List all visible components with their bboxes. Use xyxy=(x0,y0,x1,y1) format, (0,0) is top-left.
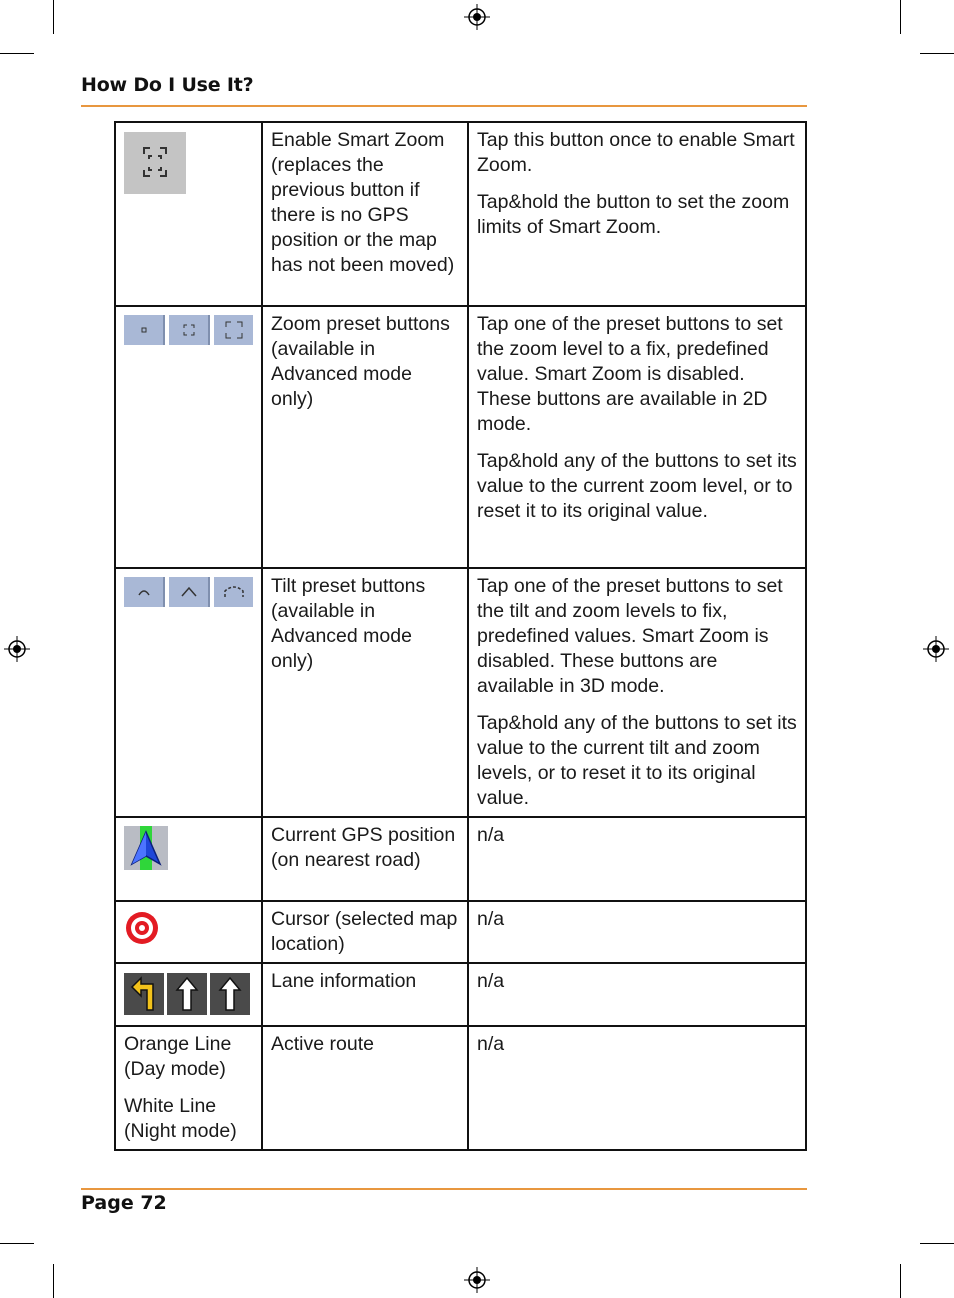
table-row xyxy=(115,122,806,306)
description-paragraph: n/a xyxy=(477,908,505,930)
registration-mark-icon xyxy=(464,1267,490,1293)
description-paragraph: n/a xyxy=(477,824,505,846)
tilt-low-icon xyxy=(137,587,151,597)
registration-mark-icon xyxy=(4,636,30,662)
feature-name-cell: Active route xyxy=(262,1026,468,1150)
description-paragraph: Tap one of the preset buttons to set the tilt and zoom levels to fix, predefined values. Smart Zoom is disabled. These buttons are available in 3D mode. xyxy=(477,575,783,697)
registration-mark-icon xyxy=(923,636,949,662)
tilt-high-icon xyxy=(223,585,245,599)
tilt-medium-icon xyxy=(180,586,198,598)
description-paragraph: Tap&hold any of the buttons to set its value to the current tilt and zoom levels, or to reset it to its original value. xyxy=(477,712,797,809)
route-line-night: White Line (Night mode) xyxy=(124,1095,237,1142)
description-paragraph: Tap&hold any of the buttons to set its value to the current zoom level, or to reset it to its original value. xyxy=(477,450,797,522)
crop-mark xyxy=(53,1264,54,1298)
route-line-day: Orange Line (Day mode) xyxy=(124,1033,232,1080)
route-line-cell xyxy=(115,1026,262,1150)
icon-cell xyxy=(115,901,262,963)
gps-position-arrow-icon xyxy=(124,826,168,870)
description-cell xyxy=(468,306,806,568)
feature-name-cell: Tilt preset buttons (available in Advanced mode only) xyxy=(262,568,468,817)
description-cell xyxy=(468,568,806,817)
page-number: Page 72 xyxy=(81,1192,167,1214)
icon-cell xyxy=(115,306,262,568)
description-paragraph: n/a xyxy=(477,970,505,992)
description-cell xyxy=(468,122,806,306)
page-header-title: How Do I Use It? xyxy=(81,74,254,96)
header-rule xyxy=(81,105,807,107)
table-row xyxy=(115,568,806,817)
feature-name-cell: Current GPS position (on nearest road) xyxy=(262,817,468,901)
zoom-large-icon xyxy=(224,320,244,340)
icon-cell xyxy=(115,817,262,901)
feature-name-cell: Enable Smart Zoom (replaces the previous button if there is no GPS position or the map has not been moved) xyxy=(262,122,468,306)
description-cell xyxy=(468,817,806,901)
crop-mark xyxy=(900,0,901,34)
table-row xyxy=(115,1026,806,1150)
footer-rule xyxy=(81,1188,807,1190)
feature-name-cell: Zoom preset buttons (available in Advanced mode only) xyxy=(262,306,468,568)
table-row xyxy=(115,817,806,901)
crop-mark xyxy=(920,53,954,54)
registration-mark-icon xyxy=(464,4,490,30)
icon-cell xyxy=(115,963,262,1026)
turn-left-lane-icon xyxy=(129,976,159,1012)
straight-lane-icon xyxy=(218,976,242,1012)
feature-name-cell: Lane information xyxy=(262,963,468,1026)
description-paragraph: Tap one of the preset buttons to set the zoom level to a fix, predefined value. Smart Zoom is disabled. These buttons are available in 2D mode. xyxy=(477,313,783,435)
lane-arrow-icons xyxy=(124,973,253,1015)
table-row xyxy=(115,901,806,963)
description-cell xyxy=(468,901,806,963)
crop-mark xyxy=(900,1264,901,1298)
zoom-small-icon xyxy=(138,324,150,336)
description-cell xyxy=(468,1026,806,1150)
description-paragraph: Tap&hold the button to set the zoom limits of Smart Zoom. xyxy=(477,191,790,238)
smart-zoom-icon xyxy=(124,132,186,194)
description-paragraph: Tap this button once to enable Smart Zoom. xyxy=(477,129,795,176)
table-row xyxy=(115,963,806,1026)
straight-lane-icon xyxy=(175,976,199,1012)
icon-cell xyxy=(115,122,262,306)
icon-cell xyxy=(115,568,262,817)
feature-name-cell: Cursor (selected map location) xyxy=(262,901,468,963)
crop-mark xyxy=(0,1243,34,1244)
zoom-medium-icon xyxy=(182,323,196,337)
description-paragraph: n/a xyxy=(477,1033,505,1055)
crop-mark xyxy=(920,1243,954,1244)
map-screen-reference-table xyxy=(114,121,807,1151)
cursor-target-icon xyxy=(124,910,160,946)
table-row xyxy=(115,306,806,568)
zoom-preset-icons xyxy=(124,315,253,345)
tilt-preset-icons xyxy=(124,577,253,607)
crop-mark xyxy=(0,53,34,54)
crop-mark xyxy=(53,0,54,34)
description-cell xyxy=(468,963,806,1026)
